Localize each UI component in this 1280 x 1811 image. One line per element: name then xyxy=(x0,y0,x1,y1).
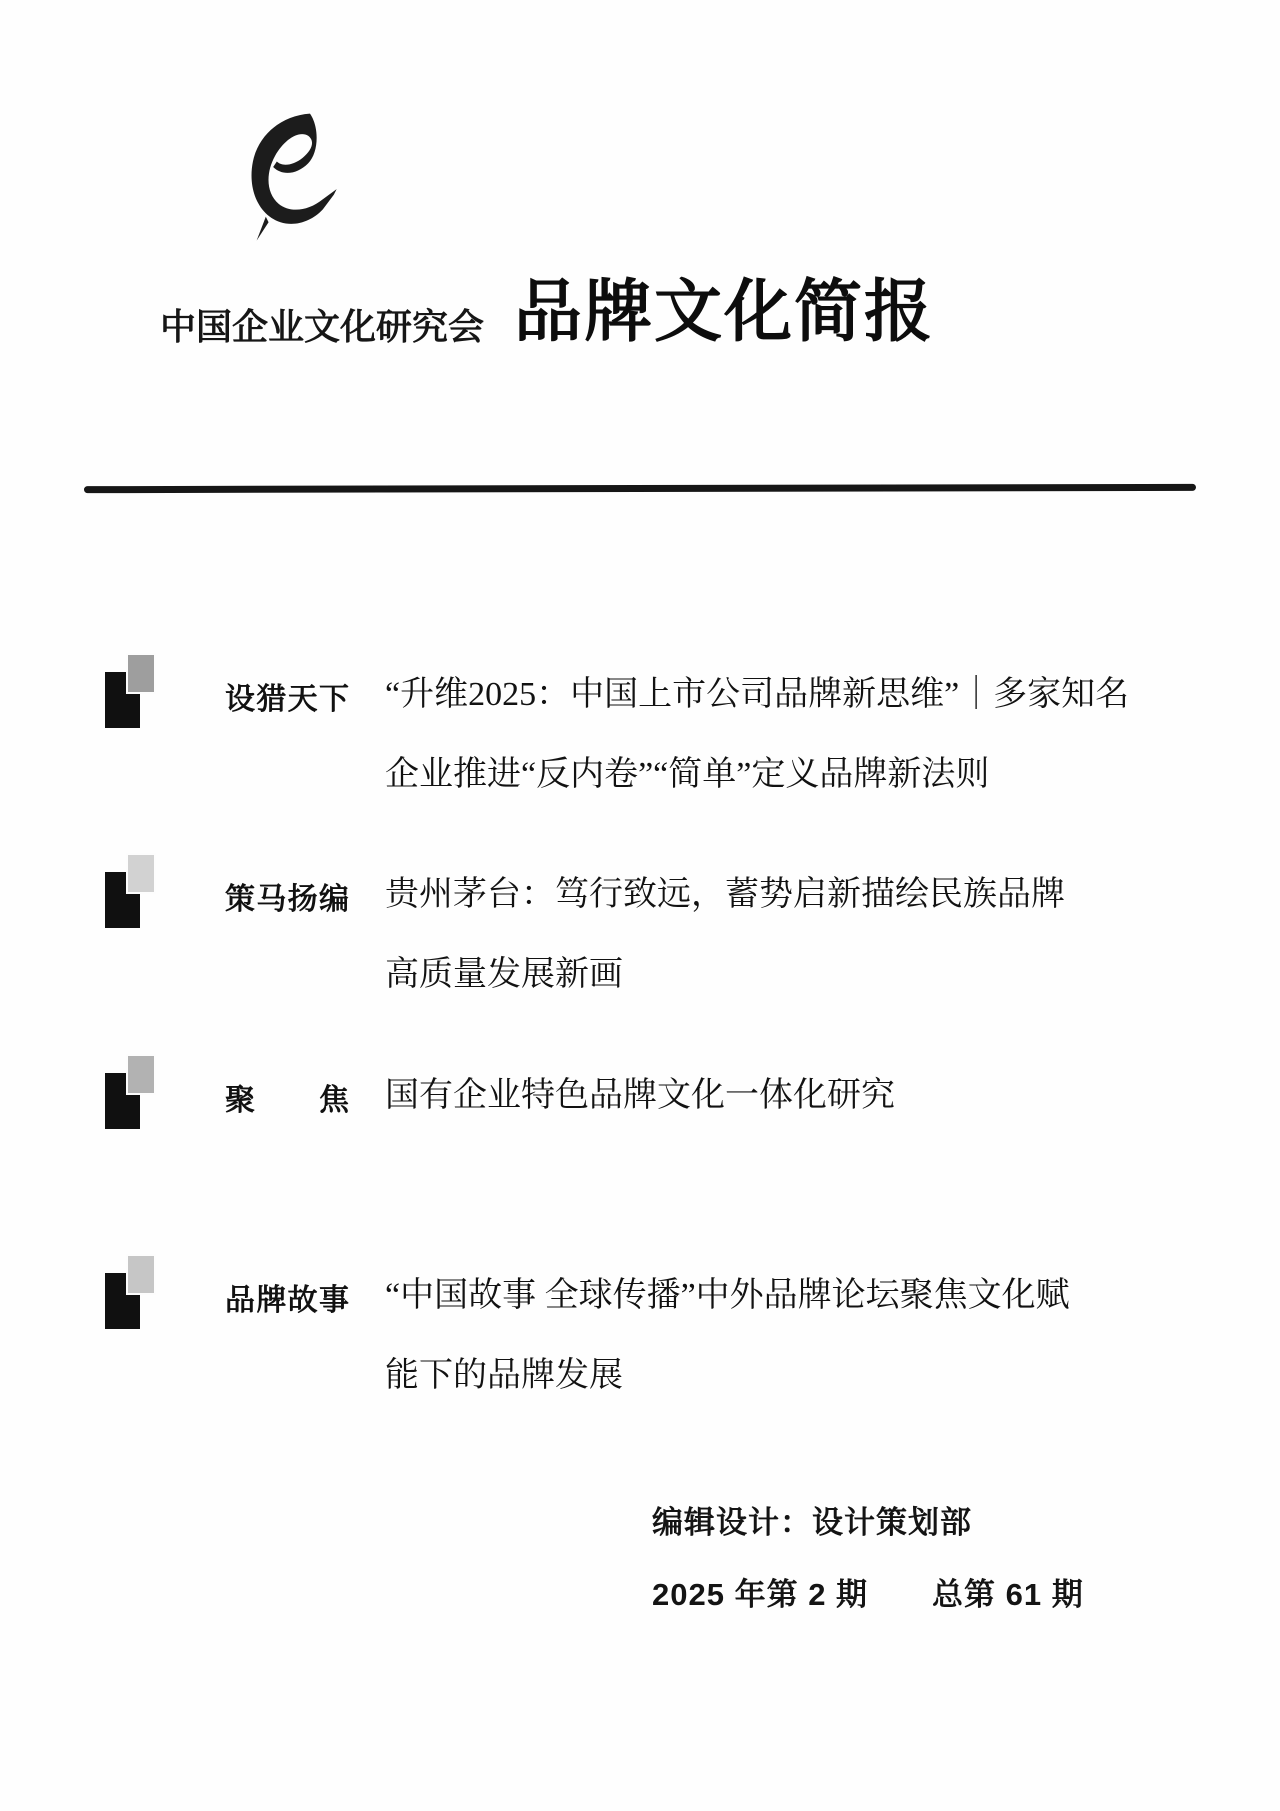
section-title-line-2: 能下的品牌发展 xyxy=(385,1357,623,1394)
section-title-line-2: 企业推进“反内卷”“简单”定义品牌新法则 xyxy=(385,756,990,793)
organization-name: 中国企业文化研究会 xyxy=(160,307,485,347)
calligraphy-e-logo xyxy=(228,110,368,248)
section-title xyxy=(385,1056,1205,1136)
overlapping-squares-icon xyxy=(105,1256,155,1331)
section-title-line-1: “升维2025：中国上市公司品牌新思维”｜多家知名 xyxy=(385,676,1130,713)
gray-square xyxy=(126,1054,156,1095)
section-label: 品牌故事 xyxy=(225,1284,349,1317)
toc-row xyxy=(0,1256,1280,1416)
section-label: 聚 焦 xyxy=(225,1084,349,1117)
editor-credit: 编辑设计：设计策划部 xyxy=(652,1505,972,1540)
overlapping-squares-icon xyxy=(105,855,155,930)
gray-square xyxy=(126,653,156,694)
toc-row xyxy=(0,1056,1280,1216)
section-title xyxy=(385,1256,1205,1416)
page-title: 品牌文化简报 xyxy=(514,274,935,350)
issue-number: 2025 年第 2 期 总第 61 期 xyxy=(652,1577,1084,1612)
section-title xyxy=(385,655,1205,815)
toc-row xyxy=(0,855,1280,1015)
overlapping-squares-icon xyxy=(105,655,155,730)
section-label: 策马扬编 xyxy=(225,883,349,916)
section-title-line-1: 贵州茅台：笃行致远，蓄势启新描绘民族品牌 xyxy=(385,876,1065,913)
header-divider xyxy=(84,484,1196,493)
overlapping-squares-icon xyxy=(105,1056,155,1131)
section-title-line-1: “中国故事 全球传播”中外品牌论坛聚焦文化赋 xyxy=(385,1277,1070,1314)
section-title-line-2: 高质量发展新画 xyxy=(385,956,623,993)
toc-row xyxy=(0,655,1280,815)
gray-square xyxy=(126,1254,156,1295)
section-title-line-1: 国有企业特色品牌文化一体化研究 xyxy=(385,1077,895,1114)
gray-square xyxy=(126,853,156,894)
section-label: 设猎天下 xyxy=(225,683,349,716)
section-title xyxy=(385,855,1205,1015)
